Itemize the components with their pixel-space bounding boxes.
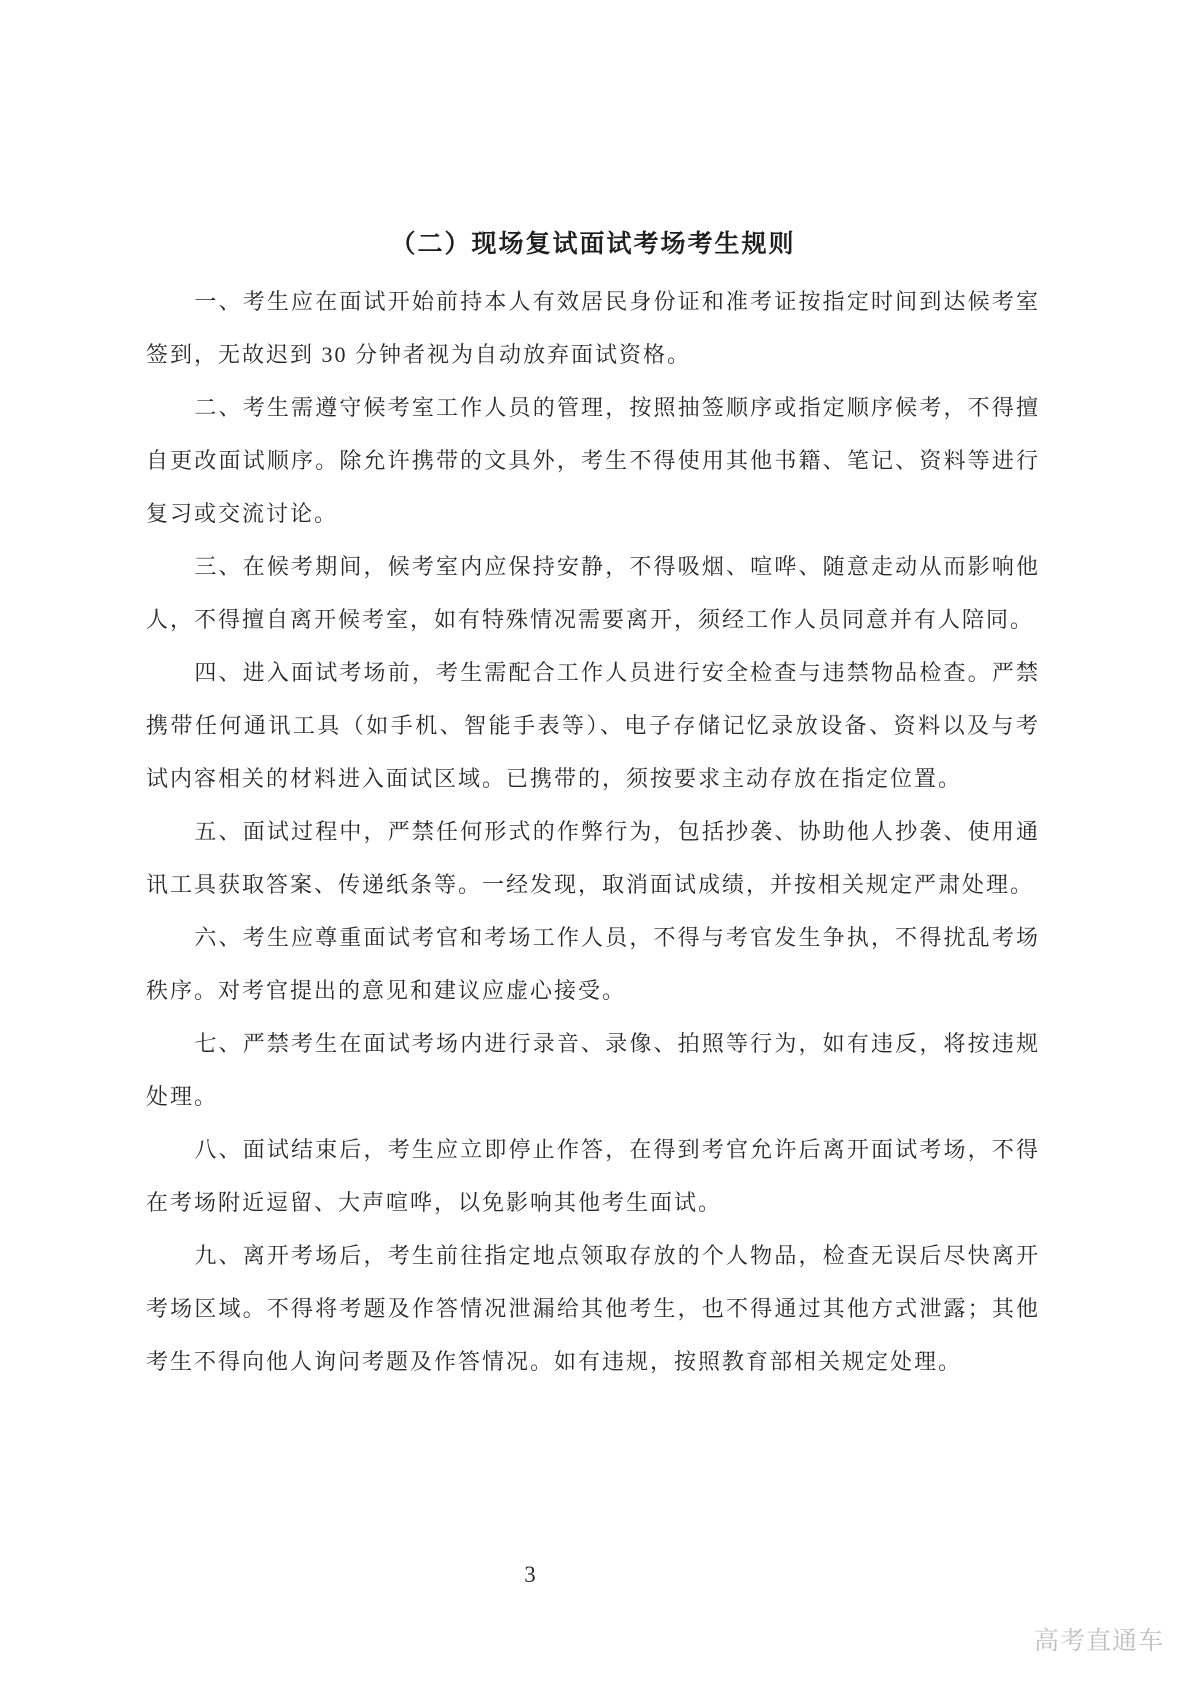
rule-paragraph-6: 六、考生应尊重面试考官和考场工作人员，不得与考官发生争执，不得扰乱考场秩序。对考官提出的意见和建议应虚心接受。 xyxy=(146,925,1040,1003)
rule-paragraph-2: 二、考生需遵守候考室工作人员的管理，按照抽签顺序或指定顺序候考，不得擅自更改面试顺序。除允许携带的文具外，考生不得使用其他书籍、笔记、资料等进行复习或交流讨论。 xyxy=(146,395,1040,526)
rule-paragraph-5: 五、面试过程中，严禁任何形式的作弊行为，包括抄袭、协助他人抄袭、使用通讯工具获取答案、传递纸条等。一经发现，取消面试成绩，并按相关规定严肃处理。 xyxy=(146,819,1040,897)
rule-paragraph-1: 一、考生应在面试开始前持本人有效居民身份证和准考证按指定时间到达候考室签到，无故迟到 30 分钟者视为自动放弃面试资格。 xyxy=(146,289,1040,367)
rule-paragraph-9: 九、离开考场后，考生前往指定地点领取存放的个人物品，检查无误后尽快离开考场区域。不得将考题及作答情况泄漏给其他考生，也不得通过其他方式泄露；其他考生不得向他人询问考题及作答情况。如有违规，按照教育部相关规定处理。 xyxy=(146,1243,1040,1374)
rule-paragraph-7: 七、严禁考生在面试考场内进行录音、录像、拍照等行为，如有违反，将按违规处理。 xyxy=(146,1031,1040,1109)
rule-paragraph-3: 三、在候考期间，候考室内应保持安静，不得吸烟、喧哗、随意走动从而影响他人，不得擅自离开候考室，如有特殊情况需要离开，须经工作人员同意并有人陪同。 xyxy=(146,554,1040,632)
document-title: （二）现场复试面试考场考生规则 xyxy=(390,231,796,258)
watermark-label: 高考直通车 xyxy=(1033,1628,1164,1655)
page-number: 3 xyxy=(524,1562,536,1587)
document-body xyxy=(146,275,1040,1388)
rule-paragraph-4: 四、进入面试考场前，考生需配合工作人员进行安全检查与违禁物品检查。严禁携带任何通讯工具（如手机、智能手表等）、电子存储记忆录放设备、资料以及与考试内容相关的材料进入面试区域。已携带的，须按要求主动存放在指定位置。 xyxy=(146,660,1040,791)
rule-paragraph-8: 八、面试结束后，考生应立即停止作答，在得到考官允许后离开面试考场，不得在考场附近逗留、大声喧哗，以免影响其他考生面试。 xyxy=(146,1137,1040,1215)
